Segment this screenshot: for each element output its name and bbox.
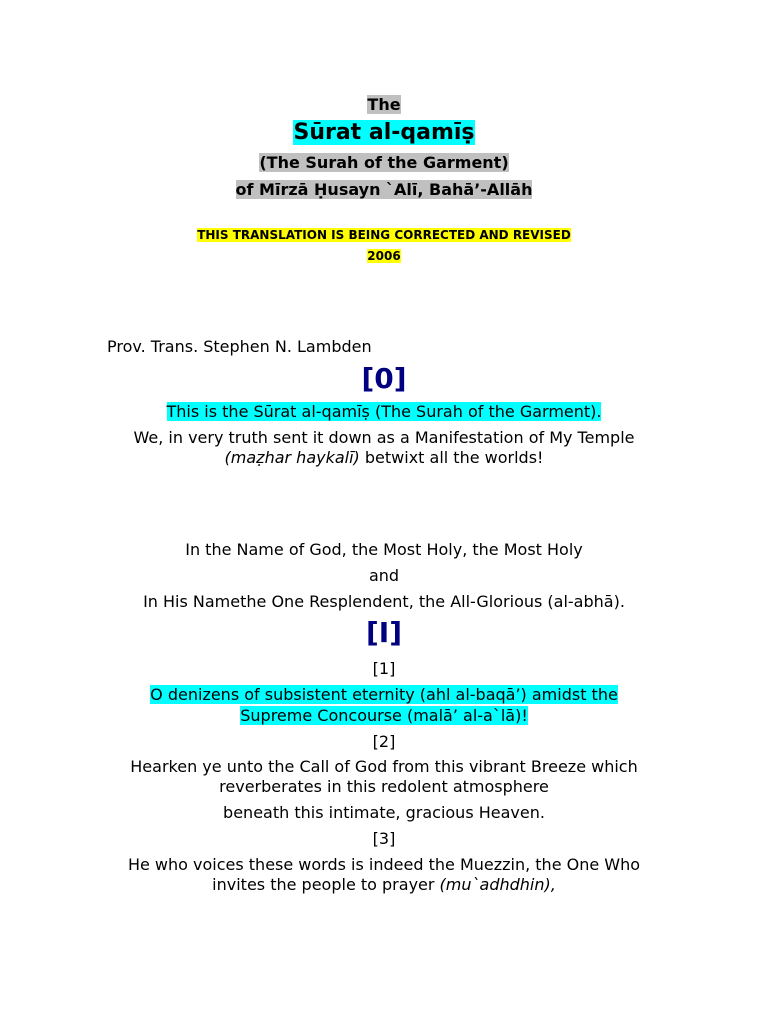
verse-1-line2-text: Supreme Concourse (malā’ al-a`lā)! xyxy=(240,706,528,725)
verse-1-label: [1] xyxy=(372,659,396,678)
title-the-text: The xyxy=(367,95,401,114)
verse-3-line2-text: invites the people to prayer xyxy=(212,875,440,894)
translator-credit: Prov. Trans. Stephen N. Lambden xyxy=(107,337,372,356)
section0-line1-text: This is the Sūrat al-qamīṣ (The Surah of the Garment). xyxy=(166,402,602,421)
section-number-0: [0] xyxy=(361,362,407,395)
verse-3-label: [3] xyxy=(372,829,396,848)
verse-1-line1 xyxy=(0,685,768,704)
title-the xyxy=(0,95,768,114)
verse-3-line2 xyxy=(0,875,768,894)
revision-notice xyxy=(0,228,768,242)
verse-1-line1-text: O denizens of subsistent eternity (ahl al-baqā’) amidst the xyxy=(150,685,618,704)
page-title-text: Sūrat al-qamīṣ xyxy=(293,120,475,145)
verse-2-label: [2] xyxy=(372,732,396,751)
verse-2-line3: beneath this intimate, gracious Heaven. xyxy=(223,803,545,822)
verse-3-line1: He who voices these words is indeed the Muezzin, the One Who xyxy=(127,855,641,874)
revision-year-text: 2006 xyxy=(367,249,401,263)
page-title xyxy=(0,120,768,145)
verse-2-line2: reverberates in this redolent atmosphere xyxy=(219,777,549,796)
invocation-line1: In the Name of God, the Most Holy, the Most Holy xyxy=(185,540,583,559)
page-subtitle xyxy=(0,153,768,172)
verse-2-line1: Hearken ye unto the Call of God from this vibrant Breeze which xyxy=(130,757,638,776)
revision-notice-text: THIS TRANSLATION IS BEING CORRECTED AND REVISED xyxy=(197,228,571,242)
section0-line1 xyxy=(0,402,768,421)
revision-year xyxy=(0,249,768,263)
page-subtitle-text: (The Surah of the Garment) xyxy=(259,153,509,172)
section0-line3-rest: betwixt all the worlds! xyxy=(359,448,544,467)
verse-3-line2-italic: (mu`adhdhin), xyxy=(439,875,556,894)
section0-line3 xyxy=(0,448,768,467)
invocation-line2: and xyxy=(368,566,400,585)
author-line xyxy=(0,180,768,199)
verse-1-line2 xyxy=(0,706,768,725)
section0-line2: We, in very truth sent it down as a Manifestation of My Temple xyxy=(133,428,635,447)
invocation-line3: In His Namethe One Resplendent, the All-Glorious (al-abhā). xyxy=(143,592,625,611)
section-number-1: [I] xyxy=(365,616,402,649)
section0-line3-italic: (maẓhar haykalī) xyxy=(224,448,360,467)
author-text: of Mīrzā Ḥusayn `Alī, Bahā’-Allāh xyxy=(235,180,533,199)
